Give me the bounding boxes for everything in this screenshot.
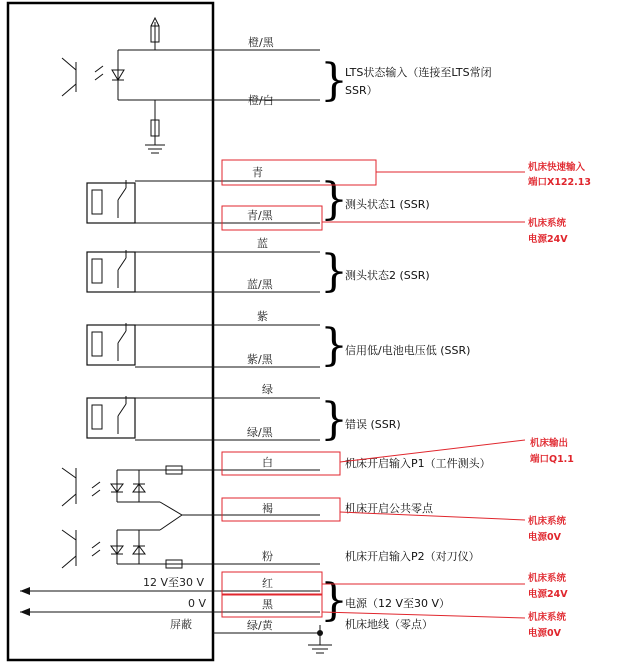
wire-white: 白 [262, 456, 273, 469]
ssr-relay-4 [87, 396, 320, 440]
annot-sys0v-2a: 机床系统 [528, 612, 567, 623]
label-12-30v: 12 V至30 V [143, 576, 205, 589]
wire-orange-white: 橙/白 [248, 94, 274, 107]
annot-fast-input-2: 端口X122.13 [528, 177, 591, 188]
wire-orange-black: 橙/黑 [248, 36, 274, 49]
annot-sys24v-1b: 电源24V [528, 234, 568, 245]
error-desc: 错误 (SSR) [345, 418, 401, 431]
lts-desc-line1: LTS状态输入（连接至LTS常闭 [345, 66, 492, 79]
wire-green-black: 绿/黑 [247, 426, 273, 439]
probe2-desc: 测头状态2 (SSR) [345, 269, 430, 282]
annot-sys0v-1b: 电源0V [528, 532, 561, 543]
probe1-desc: 测头状态1 (SSR) [345, 198, 430, 211]
wire-pink: 粉 [262, 550, 273, 563]
probe1-brace: } [320, 174, 348, 225]
battery-brace: } [320, 320, 348, 371]
wire-cyan-black: 青/黑 [247, 209, 273, 222]
annot-sys24v-2b: 电源24V [528, 589, 568, 600]
annot-output-2: 端口Q1.1 [530, 454, 574, 465]
battery-desc: 信用低/电池电压低 (SSR) [345, 344, 471, 357]
wire-green-yellow: 绿/黄 [247, 619, 273, 632]
ssr-relay-1 [87, 180, 320, 223]
start-output-p2 [62, 515, 320, 568]
annot-output-1: 机床输出 [530, 438, 569, 449]
power-brace: } [320, 575, 348, 626]
wire-black: 黑 [262, 598, 273, 611]
annot-sys0v-1a: 机床系统 [528, 516, 567, 527]
power-desc: 电源（12 V至30 V） [345, 597, 451, 610]
annot-sys24v-1a: 机床系统 [528, 218, 567, 229]
ground-desc: 机床地线（零点） [345, 618, 433, 631]
annot-fast-input-1: 机床快速输入 [528, 162, 586, 173]
annot-sys24v-2a: 机床系统 [528, 573, 567, 584]
ssr-relay-2 [87, 250, 320, 292]
label-0v: 0 V [188, 597, 207, 610]
start-p1-desc: 机床开启输入P1（工件测头） [345, 457, 491, 470]
error-brace: } [320, 394, 348, 445]
ssr-relay-3 [87, 323, 320, 367]
wire-green: 绿 [262, 383, 273, 396]
wire-blue: 蓝 [257, 237, 268, 250]
highlight-white [222, 452, 340, 475]
lts-brace: } [320, 55, 348, 106]
lts-optocoupler [62, 18, 320, 153]
probe2-brace: } [320, 246, 348, 297]
wire-blue-black: 蓝/黑 [247, 278, 273, 291]
lts-desc-line2: SSR） [345, 84, 378, 97]
start-p2-desc: 机床开启输入P2（对刀仪） [345, 550, 480, 563]
wire-brown: 褐 [262, 502, 273, 515]
wire-red: 红 [262, 577, 273, 590]
highlight-brown [222, 498, 340, 521]
wire-purple-black: 紫/黑 [247, 353, 273, 366]
wire-purple: 紫 [257, 310, 268, 323]
start-common-desc: 机床开启公共零点 [345, 502, 433, 515]
start-output-p1 [62, 466, 320, 515]
label-shield: 屏蔽 [170, 618, 192, 631]
annot-sys0v-2b: 电源0V [528, 628, 561, 639]
wire-cyan: 青 [252, 166, 263, 179]
